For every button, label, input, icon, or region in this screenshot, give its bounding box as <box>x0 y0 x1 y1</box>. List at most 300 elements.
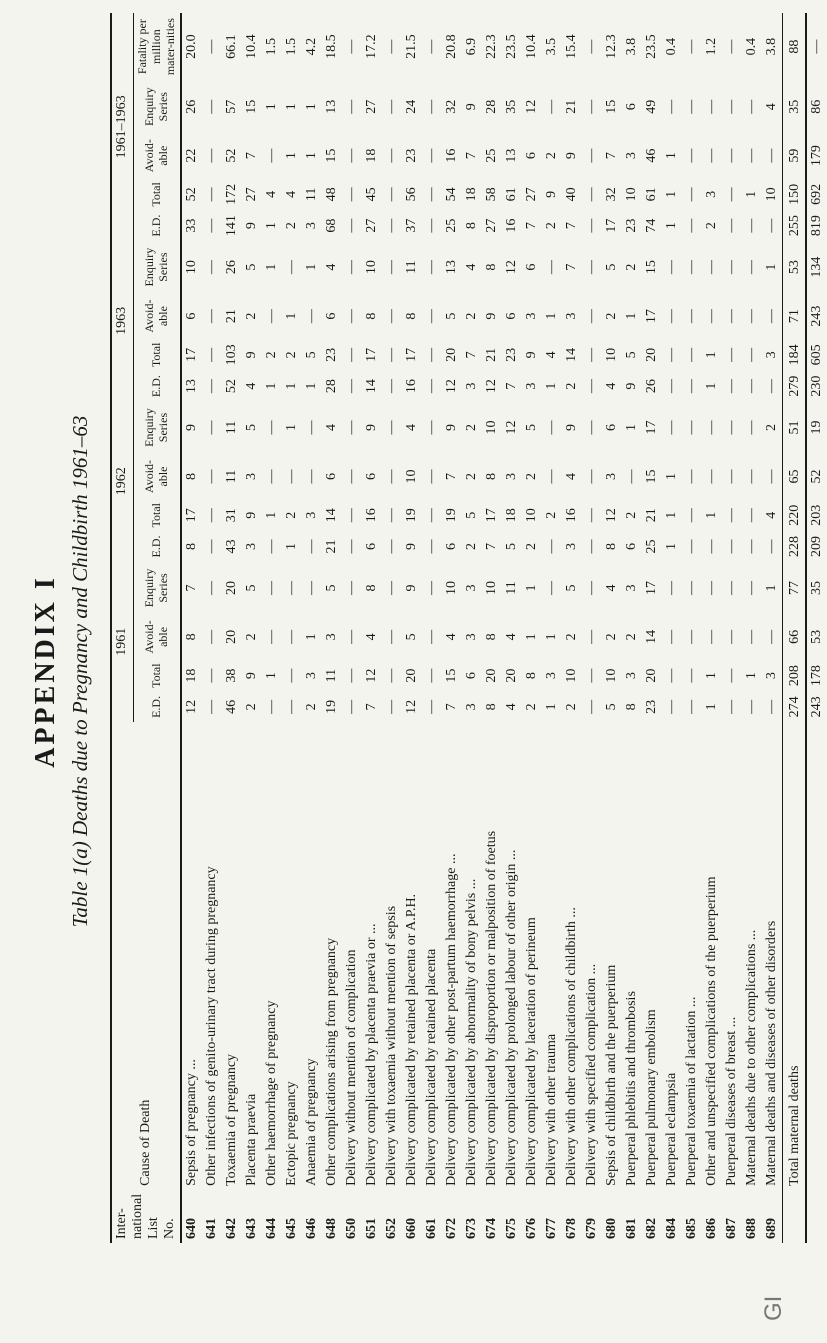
row-cell: — <box>684 347 700 362</box>
row-cell: — <box>704 539 720 554</box>
row-cell: — <box>744 218 760 233</box>
table-row <box>562 13 582 1243</box>
row-cell: — <box>424 99 440 114</box>
row-cell: 8 <box>604 542 620 550</box>
row-cell: 1.5 <box>284 37 300 56</box>
row-cell: 6 <box>524 263 540 271</box>
row-cell: 2 <box>244 633 260 641</box>
row-cell: 9 <box>244 511 260 519</box>
row-cell: 19 <box>324 699 340 714</box>
row-cell: 28 <box>324 379 340 394</box>
row-cell: 5 <box>604 703 620 711</box>
row-cell: 7 <box>524 222 540 230</box>
group-header-1962: 1962 <box>111 401 133 561</box>
row-cell: 3 <box>604 473 620 480</box>
row-cell: 12 <box>184 699 200 714</box>
row-cell: — <box>204 309 220 324</box>
row-cell: 1 <box>664 190 680 198</box>
row-cell: 2 <box>244 703 260 711</box>
row-cell: 2 <box>764 424 780 432</box>
row-cell: 61 <box>504 187 520 202</box>
row-cell: — <box>424 668 440 683</box>
row-cell: — <box>284 629 300 644</box>
row-cell: — <box>204 580 220 595</box>
row-cell: 10 <box>604 668 620 683</box>
row-int-no: 648 <box>324 1218 340 1239</box>
row-cell: 11 <box>324 668 340 683</box>
int-no-header: Inter-national List No. <box>111 1190 181 1243</box>
row-cell: 10 <box>444 580 460 595</box>
sub-header-15: Enquiry Series <box>133 80 181 133</box>
row-cell: — <box>284 668 300 683</box>
row-cell: 2 <box>244 312 260 320</box>
total-row-label: Total maternal deaths <box>783 722 807 1190</box>
row-cell: — <box>704 99 720 114</box>
table-row <box>202 13 222 1243</box>
row-cell: 1 <box>284 152 300 160</box>
table-body <box>181 13 827 1243</box>
row-cell: 16 <box>364 508 380 523</box>
row-cell: 17 <box>184 347 200 362</box>
row-cell: — <box>684 39 700 54</box>
row-cause: Delivery complicated by disproportion or malposition of foetus <box>484 830 500 1186</box>
row-cause: Delivery complicated by prolonged labour of other origin ... <box>504 849 520 1186</box>
row-cell: — <box>744 309 760 324</box>
row-cell: 2 <box>544 511 560 519</box>
table-row <box>662 13 682 1243</box>
row-int-no: 686 <box>704 1218 720 1239</box>
row-cell: — <box>584 469 600 484</box>
row-cell: — <box>704 469 720 484</box>
row-cell: — <box>664 379 680 394</box>
row-cell: — <box>384 420 400 435</box>
row-cell: 6 <box>504 312 520 320</box>
row-cell: — <box>664 580 680 595</box>
row-cell: — <box>424 218 440 233</box>
row-cell: — <box>684 469 700 484</box>
row-cell: 20 <box>404 668 420 683</box>
row-cause: Other complications arising from pregnancy <box>324 937 340 1186</box>
row-cell: — <box>584 420 600 435</box>
row-cell: 23.5 <box>504 34 520 59</box>
table-row <box>181 13 202 1243</box>
row-cell: 20.8 <box>444 34 460 59</box>
row-cell: — <box>744 148 760 163</box>
sub-header-4: E.D. <box>133 531 181 561</box>
row-cell: 7 <box>504 382 520 390</box>
sub-header-0: E.D. <box>133 692 181 722</box>
row-cell: 10 <box>184 260 200 275</box>
row-cell: — <box>424 629 440 644</box>
row-cause: Anaemia of pregnancy <box>304 1058 320 1186</box>
row-cell: — <box>764 309 780 324</box>
row-cell: — <box>704 260 720 275</box>
row-int-no: 679 <box>584 1218 600 1239</box>
row-cell: — <box>584 218 600 233</box>
row-cell: — <box>204 218 220 233</box>
row-cell: 37 <box>404 218 420 233</box>
row-cell: — <box>704 420 720 435</box>
row-cause: Other and unspecified complications of the puerperium <box>704 876 720 1186</box>
row-cell: 52 <box>224 148 240 163</box>
row-cell: 25 <box>484 148 500 163</box>
row-cell: 2 <box>624 633 640 641</box>
row-cell: 15 <box>604 99 620 114</box>
row-cell: — <box>584 539 600 554</box>
row-cell: 7 <box>484 542 500 550</box>
table-row <box>622 13 642 1243</box>
total-cell: 66 <box>783 614 807 659</box>
row-cell: 4 <box>444 633 460 641</box>
cause-header: Cause of Death <box>111 722 181 1190</box>
row-cell: 1 <box>304 152 320 160</box>
row-cell: — <box>544 539 560 554</box>
row-cell: — <box>424 379 440 394</box>
row-cell: — <box>344 508 360 523</box>
row-cell: 20 <box>444 347 460 362</box>
total-cell: 228 <box>783 531 807 561</box>
row-cell: 4 <box>604 584 620 592</box>
row-cause: Maternal deaths due to other complications ... <box>744 929 760 1186</box>
row-cell: 3 <box>304 222 320 230</box>
row-cell: — <box>744 539 760 554</box>
sub-header-6: Avoid-able <box>133 454 181 499</box>
row-cell: — <box>584 668 600 683</box>
total-cell: 53 <box>783 241 807 294</box>
row-cell: — <box>584 629 600 644</box>
row-cell: 54 <box>444 187 460 202</box>
row-cell: — <box>424 347 440 362</box>
row-cell: 2 <box>284 511 300 519</box>
row-cell: — <box>384 699 400 714</box>
table-head <box>111 13 181 1243</box>
row-cell: — <box>684 508 700 523</box>
row-cell: 3 <box>704 190 720 198</box>
row-cell: 6 <box>324 473 340 480</box>
sub-header-2: Avoid-able <box>133 614 181 659</box>
row-cell: — <box>284 580 300 595</box>
row-cell: 8 <box>484 703 500 711</box>
row-cell: — <box>204 379 220 394</box>
row-cell: — <box>684 699 700 714</box>
row-cell: 2 <box>304 703 320 711</box>
row-cell: — <box>344 580 360 595</box>
row-cell: — <box>684 580 700 595</box>
row-cell: — <box>384 309 400 324</box>
row-cell: 3 <box>464 382 480 390</box>
row-cell: 43 <box>224 539 240 554</box>
row-cell: 49 <box>644 99 660 114</box>
row-cell: 2 <box>704 222 720 230</box>
row-cell: 4 <box>544 351 560 359</box>
row-cell: 2 <box>564 703 580 711</box>
row-cell: — <box>684 309 700 324</box>
row-cell: 8 <box>484 473 500 480</box>
row-cell: — <box>724 148 740 163</box>
row-cell: 4 <box>364 633 380 641</box>
row-cell: 2 <box>544 152 560 160</box>
sub-header-16: Fatality per million mater-nities <box>133 13 181 80</box>
row-cell: — <box>384 218 400 233</box>
row-cell: — <box>684 260 700 275</box>
row-cell: 2 <box>464 542 480 550</box>
table-row <box>382 13 402 1243</box>
row-cell: 6 <box>184 312 200 320</box>
row-cell: 2 <box>604 633 620 641</box>
row-cause: Puerperal toxaemia of lactation ... <box>684 996 700 1186</box>
row-cause: Puerperal eclampsia <box>664 1072 680 1186</box>
total-cell: 77 <box>783 561 807 614</box>
row-cell: 14 <box>324 508 340 523</box>
row-cell: 9 <box>404 584 420 592</box>
row-cell: — <box>584 347 600 362</box>
row-cell: 10 <box>524 508 540 523</box>
row-cell: 9 <box>244 672 260 680</box>
row-cell: — <box>344 218 360 233</box>
sub-header-11: Enquiry Series <box>133 241 181 294</box>
row-cell: — <box>304 469 320 484</box>
row-cell: — <box>724 218 740 233</box>
row-cell: 12 <box>604 508 620 523</box>
row-cell: — <box>584 699 600 714</box>
row-int-no: 685 <box>684 1218 700 1239</box>
table-row <box>602 13 622 1243</box>
row-cell: 4 <box>764 103 780 111</box>
table-row <box>582 13 602 1243</box>
table-row <box>642 13 662 1243</box>
row-cause: Toxaemia of pregnancy <box>224 1053 240 1186</box>
row-cell: 3 <box>524 312 540 320</box>
row-cell: 15 <box>444 668 460 683</box>
row-cell: 1 <box>704 351 720 359</box>
table-row <box>362 13 382 1243</box>
row-cell: 18 <box>504 508 520 523</box>
row-cell: 3 <box>504 473 520 480</box>
row-cell: — <box>704 148 720 163</box>
group-header-1961-1963: 1961–1963 <box>111 13 133 241</box>
total-cell: 88 <box>783 13 807 80</box>
row-cell: 7 <box>464 152 480 160</box>
row-cell: 28 <box>484 99 500 114</box>
row-cell: 8 <box>364 312 380 320</box>
row-int-no: 672 <box>444 1218 460 1239</box>
row-cell: 20 <box>644 668 660 683</box>
row-cell: 2 <box>464 424 480 432</box>
row-cell: — <box>204 347 220 362</box>
row-cell: 8 <box>624 703 640 711</box>
row-cell: 1 <box>764 263 780 271</box>
row-cause: Delivery complicated by retained placenta <box>424 948 440 1186</box>
row-cell: 5 <box>244 424 260 432</box>
total-cell: 255 <box>783 211 807 241</box>
row-cell: — <box>344 699 360 714</box>
row-cell: — <box>684 99 700 114</box>
table-row <box>282 13 302 1243</box>
row-cause: Delivery complicated by other post-partum haemorrhage ... <box>444 853 460 1186</box>
row-cell: 10 <box>484 420 500 435</box>
row-cell: 15 <box>324 148 340 163</box>
row-cell: 12 <box>444 379 460 394</box>
group-header-1963: 1963 <box>111 241 133 401</box>
row-cell: 19 <box>404 508 420 523</box>
row-cell: 10 <box>764 187 780 202</box>
row-cell: — <box>424 39 440 54</box>
row-cell: — <box>724 580 740 595</box>
row-cell: — <box>724 420 740 435</box>
row-cell: — <box>584 260 600 275</box>
row-cell: — <box>344 39 360 54</box>
row-cell: 1 <box>664 511 680 519</box>
deaths-table <box>110 13 827 1243</box>
row-cell: 11 <box>224 469 240 484</box>
row-cell: — <box>764 629 780 644</box>
row-cell: 1 <box>664 222 680 230</box>
row-cell: — <box>684 539 700 554</box>
row-cell: — <box>204 668 220 683</box>
row-cell: 1 <box>544 382 560 390</box>
row-cell: 2 <box>464 312 480 320</box>
row-cell: 16 <box>564 508 580 523</box>
row-cell: 2 <box>604 312 620 320</box>
row-cell: 9 <box>244 222 260 230</box>
row-cell: — <box>284 260 300 275</box>
sub-header-14: Avoid-able <box>133 133 181 178</box>
row-int-no: 689 <box>764 1218 780 1239</box>
row-cell: 2 <box>624 263 640 271</box>
row-cell: 1 <box>744 190 760 198</box>
row-cause: Delivery with toxaemia without mention of sepsis <box>384 905 400 1186</box>
row-cause: Delivery complicated by abnormality of bony pelvis ... <box>464 878 480 1186</box>
row-cell: 16 <box>444 148 460 163</box>
table-row <box>482 13 502 1243</box>
row-cell: — <box>204 420 220 435</box>
row-cell: 2 <box>284 222 300 230</box>
row-cell: 3 <box>324 633 340 641</box>
row-cell: — <box>384 668 400 683</box>
row-cell: 9 <box>444 424 460 432</box>
appendix-title: APPENDIX I <box>30 575 61 768</box>
row-cell: 2 <box>524 473 540 480</box>
row-cell: 14 <box>644 629 660 644</box>
table-row <box>302 13 322 1243</box>
total-cell: 150 <box>783 178 807 211</box>
row-cause: Sepsis of pregnancy ... <box>184 1059 200 1186</box>
table-row <box>722 13 742 1243</box>
sub-header-5: Total <box>133 499 181 532</box>
row-cell: 20 <box>644 347 660 362</box>
row-cell: — <box>724 99 740 114</box>
row-cell: 6.9 <box>464 37 480 56</box>
row-cell: 13 <box>324 99 340 114</box>
row-cell: 3.5 <box>544 37 560 56</box>
row-cell: — <box>724 379 740 394</box>
row-cell: 9 <box>624 382 640 390</box>
row-cell: 1 <box>544 633 560 641</box>
row-cell: — <box>424 309 440 324</box>
row-cell: 18 <box>184 668 200 683</box>
row-cell: 1 <box>704 703 720 711</box>
row-cell: 23 <box>404 148 420 163</box>
row-cell: — <box>724 469 740 484</box>
row-cause: Puerperal phlebitis and thrombosis <box>624 991 640 1186</box>
row-int-no: 641 <box>204 1218 220 1239</box>
row-cell: 7 <box>364 703 380 711</box>
row-cause: Other haemorrhage of pregnancy <box>264 1000 280 1186</box>
table-row <box>422 13 442 1243</box>
row-cell: — <box>384 148 400 163</box>
row-cell: 17.2 <box>364 34 380 59</box>
row-cell: 3 <box>464 584 480 592</box>
total-extra-cell: 52 <box>809 469 825 484</box>
row-cell: 12 <box>404 699 420 714</box>
row-cell: 4 <box>264 190 280 198</box>
row-cell: 1 <box>624 312 640 320</box>
total-cell: 220 <box>783 499 807 532</box>
row-cell: — <box>384 260 400 275</box>
row-cell: — <box>744 629 760 644</box>
row-cell: — <box>204 629 220 644</box>
row-cell: 1 <box>704 511 720 519</box>
row-cell: 8 <box>184 542 200 550</box>
row-int-no: 687 <box>724 1218 740 1239</box>
row-cell: 14 <box>364 379 380 394</box>
row-cell: 4 <box>504 633 520 641</box>
table-row <box>442 13 462 1243</box>
row-cell: — <box>544 469 560 484</box>
row-cell: 1.2 <box>704 37 720 56</box>
row-cell: — <box>664 629 680 644</box>
row-cell: 2 <box>564 382 580 390</box>
row-cause: Other infections of genito-urinary tract during pregnancy <box>204 866 220 1186</box>
row-cell: 2 <box>524 542 540 550</box>
row-cause: Ectopic pregnancy <box>284 1081 300 1186</box>
total-extra-cell: 86 <box>809 99 825 114</box>
row-cell: 1 <box>264 222 280 230</box>
row-cell: — <box>264 148 280 163</box>
row-cell: 3 <box>564 312 580 320</box>
row-cell: — <box>764 539 780 554</box>
row-int-no: 677 <box>544 1218 560 1239</box>
row-cell: 1 <box>284 312 300 320</box>
row-cell: 6 <box>444 542 460 550</box>
row-cell: 3 <box>544 672 560 680</box>
row-cell: — <box>344 539 360 554</box>
row-cell: 26 <box>644 379 660 394</box>
row-int-no: 678 <box>564 1218 580 1239</box>
row-cell: 17 <box>644 420 660 435</box>
row-cell: 1 <box>704 382 720 390</box>
row-cell: — <box>584 508 600 523</box>
row-cell: 9 <box>184 424 200 432</box>
row-cell: 9 <box>564 424 580 432</box>
row-cell: 3 <box>764 672 780 680</box>
sub-header-8: E.D. <box>133 371 181 401</box>
row-cell: — <box>744 580 760 595</box>
row-int-no: 652 <box>384 1218 400 1239</box>
total-extra-cell: 179 <box>809 145 825 167</box>
row-int-no: 676 <box>524 1218 540 1239</box>
row-cell: — <box>744 379 760 394</box>
group-header-1961: 1961 <box>111 561 133 721</box>
table-row <box>542 13 562 1243</box>
row-cell: — <box>664 260 680 275</box>
row-cell: — <box>584 580 600 595</box>
row-cell: 1 <box>304 633 320 641</box>
row-cell: — <box>544 420 560 435</box>
row-cell: — <box>344 668 360 683</box>
row-cell: 21 <box>644 508 660 523</box>
row-cell: 3 <box>304 672 320 680</box>
